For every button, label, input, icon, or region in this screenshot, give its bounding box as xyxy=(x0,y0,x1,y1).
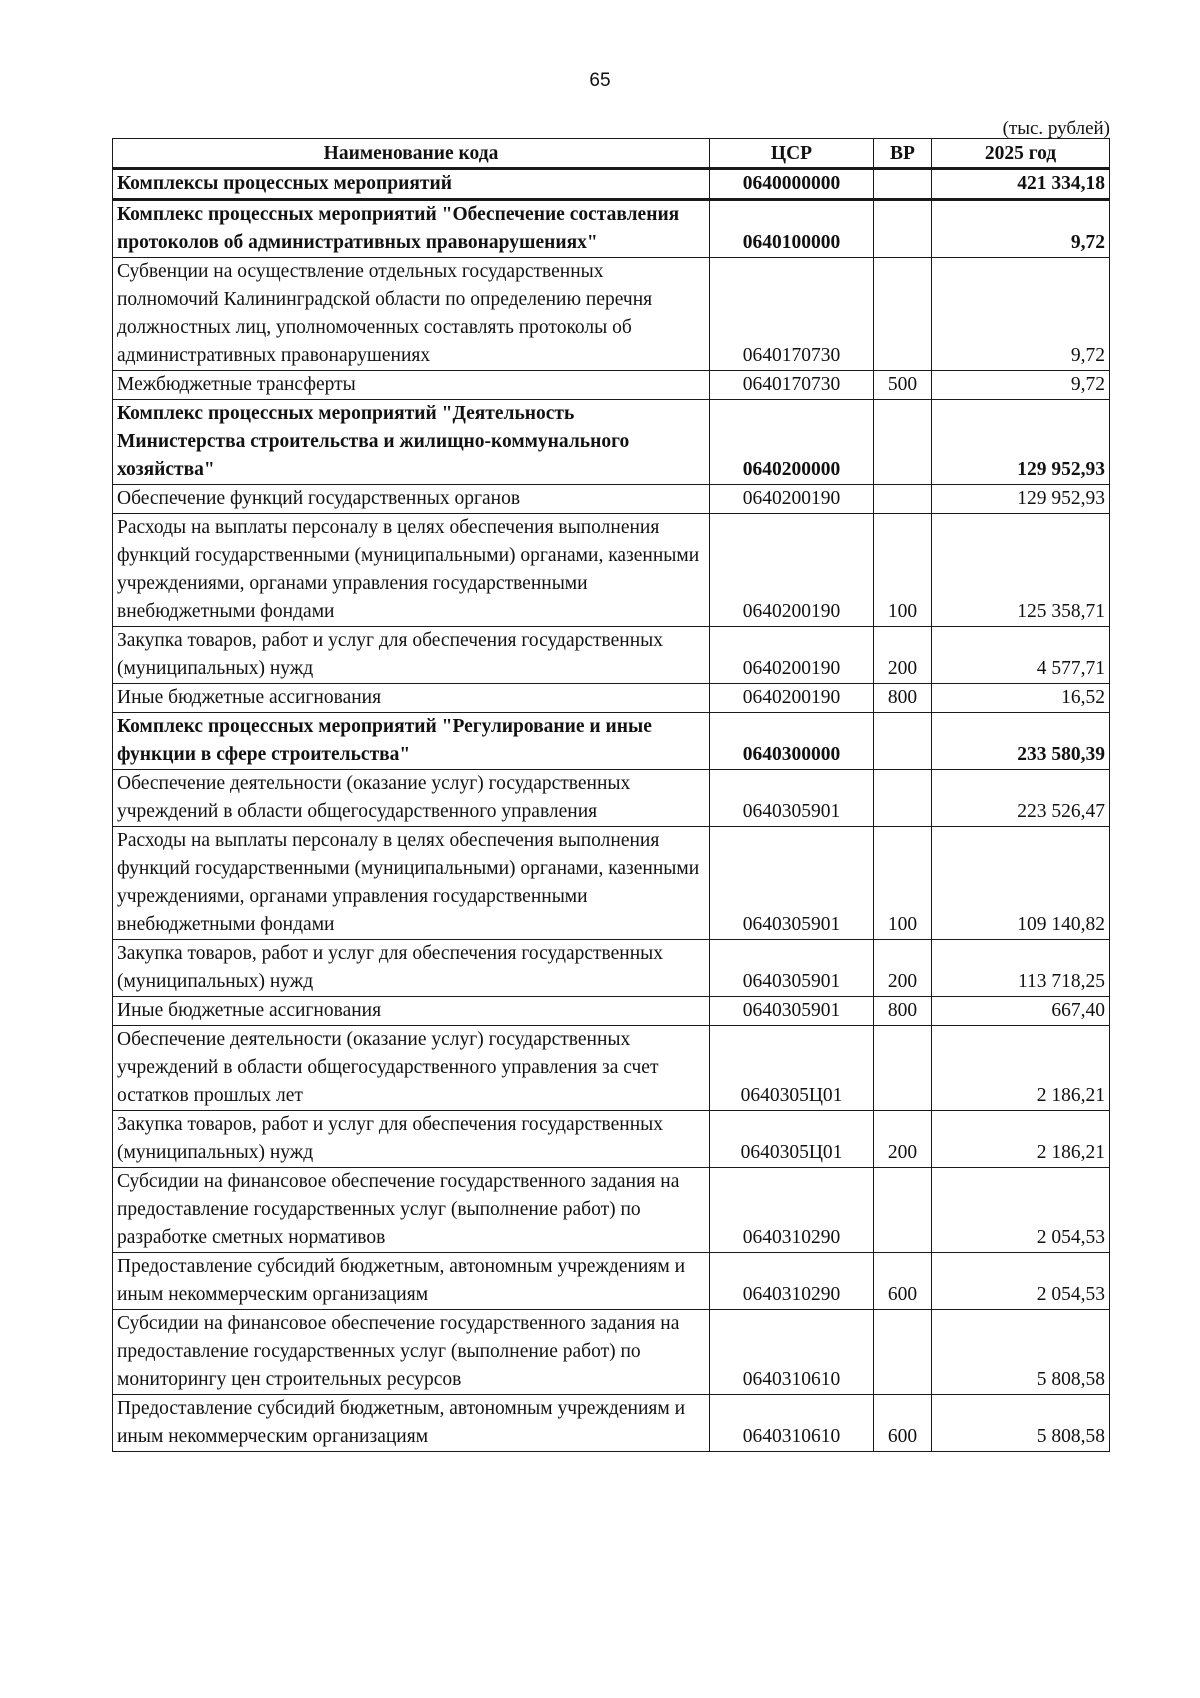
cell-vr: 100 xyxy=(874,827,932,940)
cell-name: Закупка товаров, работ и услуг для обеспечения государственных (муниципальных) нужд xyxy=(113,940,710,997)
cell-csr: 0640170730 xyxy=(710,371,874,400)
cell-name: Комплекс процессных мероприятий "Регулирование и иные функции в сфере строительства" xyxy=(113,713,710,770)
cell-sum: 233 580,39 xyxy=(932,713,1110,770)
header-year: 2025 год xyxy=(932,139,1110,169)
table-row xyxy=(113,400,1110,485)
cell-name: Расходы на выплаты персоналу в целях обеспечения выполнения функций государственными (муниципальными) органами, казенными учреждениями, органами управления государственными внебюджетными фондами xyxy=(113,827,710,940)
cell-vr: 100 xyxy=(874,514,932,627)
cell-sum: 129 952,93 xyxy=(932,485,1110,514)
cell-sum: 2 054,53 xyxy=(932,1168,1110,1253)
table-row xyxy=(113,371,1110,400)
cell-vr: 200 xyxy=(874,627,932,684)
cell-csr: 0640300000 xyxy=(710,713,874,770)
cell-sum: 421 334,18 xyxy=(932,169,1110,200)
cell-csr: 0640305901 xyxy=(710,827,874,940)
cell-name: Обеспечение функций государственных органов xyxy=(113,485,710,514)
cell-csr: 0640200190 xyxy=(710,684,874,713)
cell-name: Закупка товаров, работ и услуг для обеспечения государственных (муниципальных) нужд xyxy=(113,1111,710,1168)
cell-sum: 667,40 xyxy=(932,997,1110,1026)
table-row xyxy=(113,770,1110,827)
cell-sum: 109 140,82 xyxy=(932,827,1110,940)
cell-name: Субвенции на осуществление отдельных государственных полномочий Калининградской области по определению перечня должностных лиц, уполномоченных составлять протоколы об административных правонарушениях xyxy=(113,258,710,371)
cell-name: Комплексы процессных мероприятий xyxy=(113,169,710,200)
page-number: 65 xyxy=(589,70,611,91)
table-row xyxy=(113,169,1110,200)
table-row xyxy=(113,827,1110,940)
cell-vr xyxy=(874,1168,932,1253)
cell-vr xyxy=(874,485,932,514)
cell-csr: 0640310610 xyxy=(710,1310,874,1395)
cell-name: Комплекс процессных мероприятий "Обеспечение составления протоколов об административных правонарушениях" xyxy=(113,200,710,258)
cell-name: Закупка товаров, работ и услуг для обеспечения государственных (муниципальных) нужд xyxy=(113,627,710,684)
cell-name: Обеспечение деятельности (оказание услуг) государственных учреждений в области общегосударственного управления за счет остатков прошлых лет xyxy=(113,1026,710,1111)
cell-sum: 2 054,53 xyxy=(932,1253,1110,1310)
cell-vr: 800 xyxy=(874,997,932,1026)
cell-sum: 9,72 xyxy=(932,371,1110,400)
cell-sum: 2 186,21 xyxy=(932,1026,1110,1111)
cell-name: Субсидии на финансовое обеспечение государственного задания на предоставление государственных услуг (выполнение работ) по мониторингу цен строительных ресурсов xyxy=(113,1310,710,1395)
cell-csr: 0640200190 xyxy=(710,514,874,627)
header-name: Наименование кода xyxy=(113,139,710,169)
cell-name: Субсидии на финансовое обеспечение государственного задания на предоставление государственных услуг (выполнение работ) по разработке сметных нормативов xyxy=(113,1168,710,1253)
cell-sum: 9,72 xyxy=(932,200,1110,258)
cell-sum: 4 577,71 xyxy=(932,627,1110,684)
table-row xyxy=(113,485,1110,514)
cell-vr: 200 xyxy=(874,940,932,997)
table-row xyxy=(113,200,1110,258)
cell-vr xyxy=(874,713,932,770)
units-label: (тыс. рублей) xyxy=(1002,118,1110,139)
cell-csr: 0640000000 xyxy=(710,169,874,200)
cell-csr: 0640305901 xyxy=(710,940,874,997)
budget-table xyxy=(112,138,1110,1452)
cell-name: Предоставление субсидий бюджетным, автономным учреждениям и иным некоммерческим организациям xyxy=(113,1395,710,1452)
table-row xyxy=(113,1310,1110,1395)
cell-name: Иные бюджетные ассигнования xyxy=(113,684,710,713)
cell-csr: 0640200190 xyxy=(710,485,874,514)
table-row xyxy=(113,258,1110,371)
cell-sum: 125 358,71 xyxy=(932,514,1110,627)
cell-csr: 0640310610 xyxy=(710,1395,874,1452)
cell-csr: 0640170730 xyxy=(710,258,874,371)
cell-name: Комплекс процессных мероприятий "Деятельность Министерства строительства и жилищно-коммунального хозяйства" xyxy=(113,400,710,485)
cell-vr xyxy=(874,1026,932,1111)
table-row xyxy=(113,1168,1110,1253)
cell-vr: 600 xyxy=(874,1395,932,1452)
cell-csr: 0640305901 xyxy=(710,770,874,827)
cell-csr: 0640310290 xyxy=(710,1168,874,1253)
table-row xyxy=(113,514,1110,627)
cell-sum: 16,52 xyxy=(932,684,1110,713)
cell-sum: 5 808,58 xyxy=(932,1395,1110,1452)
cell-vr: 800 xyxy=(874,684,932,713)
cell-csr: 0640305901 xyxy=(710,997,874,1026)
cell-vr xyxy=(874,1310,932,1395)
table-row xyxy=(113,1253,1110,1310)
cell-csr: 0640200190 xyxy=(710,627,874,684)
cell-vr xyxy=(874,200,932,258)
header-vr: ВР xyxy=(874,139,932,169)
cell-sum: 129 952,93 xyxy=(932,400,1110,485)
cell-vr xyxy=(874,169,932,200)
cell-name: Обеспечение деятельности (оказание услуг) государственных учреждений в области общегосударственного управления xyxy=(113,770,710,827)
cell-name: Предоставление субсидий бюджетным, автономным учреждениям и иным некоммерческим организациям xyxy=(113,1253,710,1310)
table-header-row xyxy=(113,139,1110,169)
table-row xyxy=(113,1026,1110,1111)
cell-vr: 500 xyxy=(874,371,932,400)
cell-vr: 200 xyxy=(874,1111,932,1168)
cell-sum: 9,72 xyxy=(932,258,1110,371)
table-row xyxy=(113,684,1110,713)
cell-vr xyxy=(874,258,932,371)
cell-csr: 0640200000 xyxy=(710,400,874,485)
table-row xyxy=(113,940,1110,997)
cell-vr: 600 xyxy=(874,1253,932,1310)
table-row xyxy=(113,1395,1110,1452)
cell-name: Иные бюджетные ассигнования xyxy=(113,997,710,1026)
table-row xyxy=(113,1111,1110,1168)
cell-sum: 223 526,47 xyxy=(932,770,1110,827)
cell-name: Расходы на выплаты персоналу в целях обеспечения выполнения функций государственными (муниципальными) органами, казенными учреждениями, органами управления государственными внебюджетными фондами xyxy=(113,514,710,627)
cell-vr xyxy=(874,400,932,485)
cell-name: Межбюджетные трансферты xyxy=(113,371,710,400)
cell-csr: 0640305Ц01 xyxy=(710,1026,874,1111)
cell-csr: 0640305Ц01 xyxy=(710,1111,874,1168)
cell-vr xyxy=(874,770,932,827)
cell-csr: 0640310290 xyxy=(710,1253,874,1310)
cell-sum: 5 808,58 xyxy=(932,1310,1110,1395)
header-csr: ЦСР xyxy=(710,139,874,169)
cell-sum: 113 718,25 xyxy=(932,940,1110,997)
table-row xyxy=(113,627,1110,684)
table-row xyxy=(113,997,1110,1026)
cell-csr: 0640100000 xyxy=(710,200,874,258)
table-row xyxy=(113,713,1110,770)
cell-sum: 2 186,21 xyxy=(932,1111,1110,1168)
